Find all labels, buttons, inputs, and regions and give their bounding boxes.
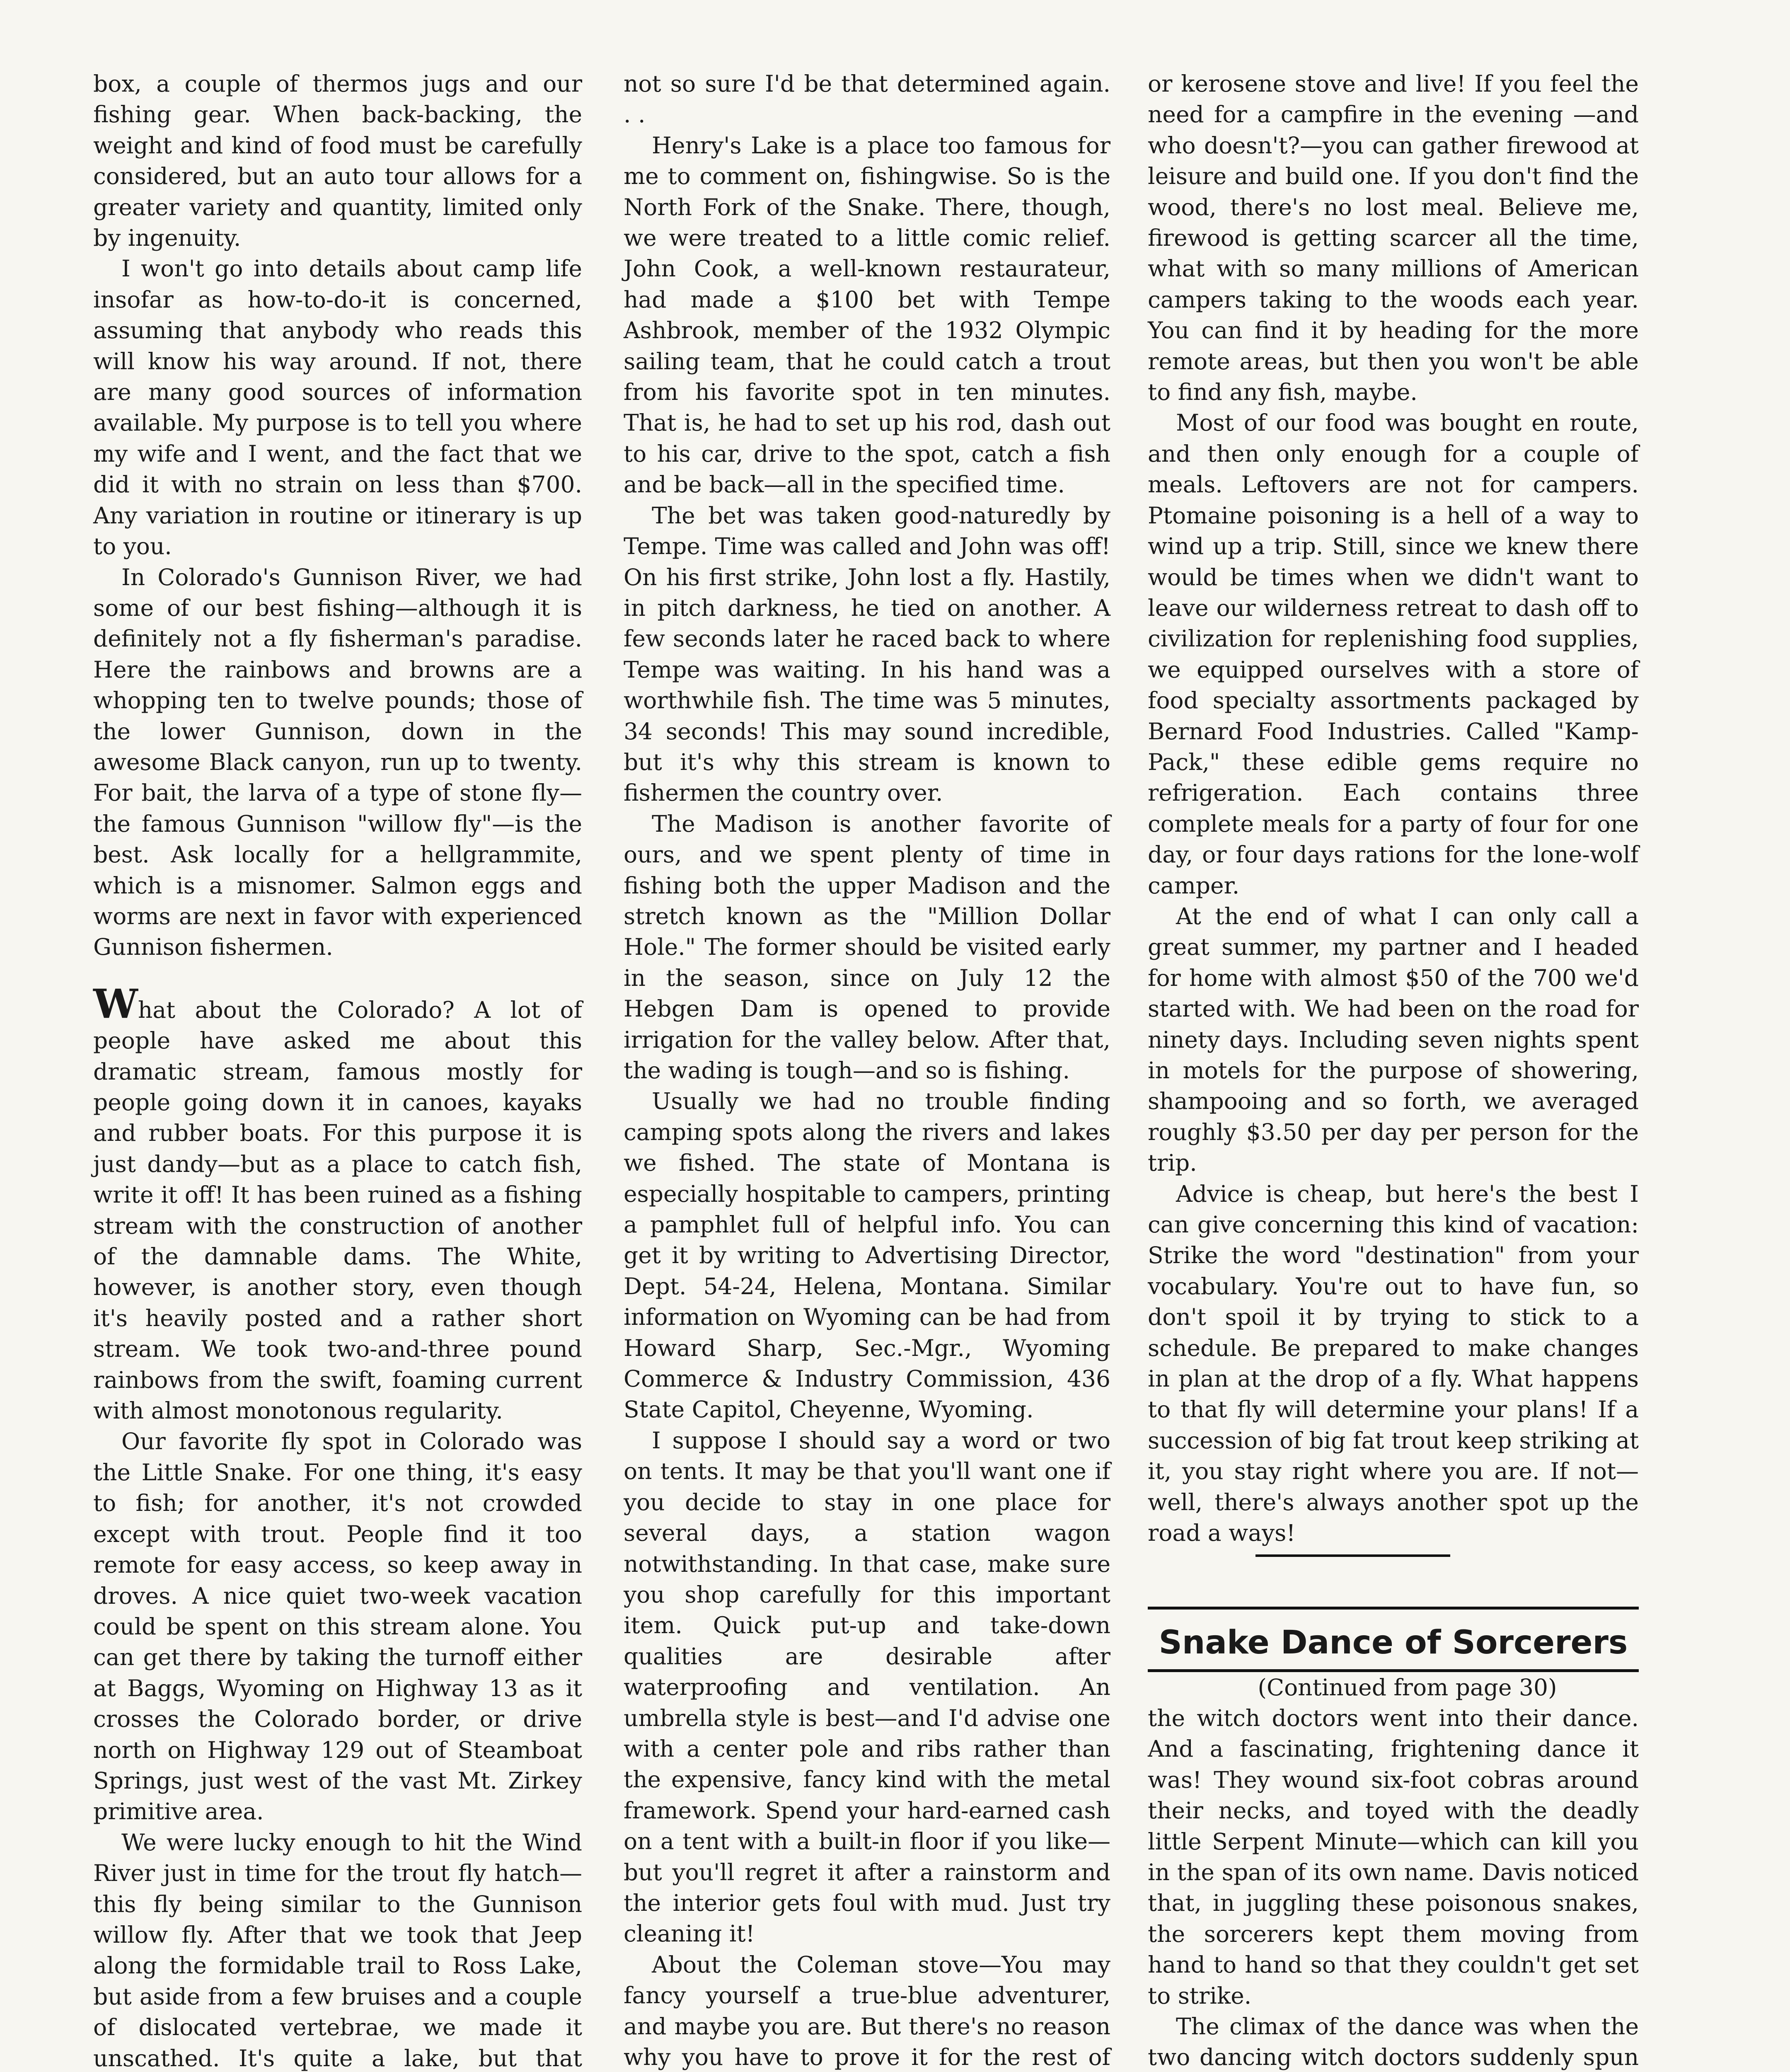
article-column-2 bbox=[624, 68, 1110, 2072]
article-column-3 bbox=[1148, 68, 1639, 2072]
headline-bottom-rule bbox=[1148, 1669, 1639, 1672]
paragraph: box, a couple of thermos jugs and our fishing gear. When back-backing, the weight and kind of food must be carefully considered, but an auto tour allows for a greater variety and quantity, limited only by ingenuity. bbox=[93, 70, 582, 252]
paragraph: About the Coleman stove—You may fancy yourself a true-blue adventurer, and maybe you are. But there's no reason why you have to prove it for the rest of bbox=[624, 1951, 1110, 2070]
article-column-1 bbox=[93, 68, 582, 2072]
paragraph: Our favorite fly spot in Colorado was the Little Snake. For one thing, it's easy to fish; for another, it's not crowded except with trout. People find it too remote for easy access, so keep away in droves. A nice quiet two-week vacation could be spent on this stream alone. You can get there by taking the turnoff either at Baggs, Wyoming on Highway 13 as it crosses the Colorado border, or drive north on Highway 129 out of Steamboat Springs, just west of the vast Mt. Zirkey primitive area. bbox=[93, 1428, 582, 1825]
paragraph: or kerosene stove and live! If you feel the need for a campfire in the evening —and who doesn't?—you can gather firewood at leisure and build one. If you don't find the wood, there's no lost meal. Believe me, firewood is getting scarcer all the time, what with so many millions of American campers taking to the woods each year. You can find it by heading for the more remote areas, but then you won't be able to find any fish, maybe. bbox=[1148, 70, 1639, 406]
paragraph: We were lucky enough to hit the Wind River just in time for the trout fly hatch—this fly being similar to the Gunnison willow fly. After that we took that Jeep along the formidable trail to Ross Lake, but aside from a few bruises and a couple of dislocated vertebrae, we made it unscathed. It's quite a lake, but that bbox=[93, 1829, 582, 2072]
paragraph: Advice is cheap, but here's the best I can give concerning this kind of vacation: Strike the word "destination" from your vocabulary. You're out to have fun, so don't spoil it by trying to stick to a schedule. Be prepared to make changes in plan at the drop of a fly. What happens to that fly will determine your plans! If a succession of big fat trout keep striking at it, you stay right where you are. If not—well, there's always another spot up the road a ways! bbox=[1148, 1180, 1639, 1547]
continued-note: (Continued from page 30) bbox=[1258, 1674, 1557, 1701]
paragraph: I suppose I should say a word or two on tents. It may be that you'll want one if you decide to stay in one place for several days, a station wagon notwithstanding. In that case, make sure you shop carefully for this important item. Quick put-up and take-down qualities are desirable after waterproofing and ventilation. An umbrella style is best—and I'd advise one with a center pole and ribs rather than the expensive, fancy kind with the metal framework. Spend your hard-earned cash on a tent with a built-in floor if you like—but you'll regret it after a rainstorm and the interior gets foul with mud. Just try cleaning it! bbox=[624, 1427, 1110, 1947]
headline-top-rule bbox=[1148, 1607, 1639, 1610]
paragraph: Usually we had no trouble finding camping spots along the rivers and lakes we fished. The state of Montana is especially hospitable to campers, printing a pamphlet full of helpful info. You can get it by writing to Advertising Director, Dept. 54-24, Helena, Montana. Similar information on Wyoming can be had from Howard Sharp, Sec.-Mgr., Wyoming Commerce & Industry Commission, 436 State Capitol, Cheyenne, Wyoming. bbox=[624, 1088, 1110, 1423]
paragraph: At the end of what I can only call a great summer, my partner and I headed for home with almost $50 of the 700 we'd started with. We had been on the road for ninety days. Including seven nights spent in motels for the purpose of showering, shampooing and so forth, we averaged roughly $3.50 per day per person for the trip. bbox=[1148, 903, 1639, 1176]
paragraph: The Madison is another favorite of ours, and we spent plenty of time in fishing both the upper Madison and the stretch known as the "Million Dollar Hole." The former should be visited early in the season, since on July 12 the Hebgen Dam is opened to provide irrigation for the valley below. After that, the wading is tough—and so is fishing. bbox=[624, 810, 1110, 1084]
article-headline: Snake Dance of Sorcerers bbox=[1159, 1624, 1628, 1661]
paragraph: The climax of the dance was when the two dancing witch doctors suddenly spun bbox=[1148, 2013, 1639, 2071]
paragraph-text: hat about the Colorado? A lot of people have asked me about this dramatic stream, famous mostly for people going down it in canoes, kayaks and rubber boats. For this purpose it is just dandy—but as a place to catch fish, write it off! It has been ruined as a fishing stream with the construction of another of the damnable dams. The White, however, is another story, even though it's heavily posted and a rather short stream. We took two-and-three pound rainbows from the swift, foaming current with almost monotonous regularity. bbox=[93, 996, 582, 1424]
paragraph: the witch doctors went into their dance. And a fascinating, frightening dance it was! They wound six-foot cobras around their necks, and toyed with the deadly little Serpent Minute—which can kill you in the span of its own name. Davis noticed that, in juggling these poisonous snakes, the sorcerers kept them moving from hand to hand so that they couldn't get set to strike. bbox=[1148, 1704, 1639, 2009]
paragraph: Most of our food was bought en route, and then only enough for a couple of meals. Leftovers are not for campers. Ptomaine poisoning is a hell of a way to wind up a trip. Still, since we knew there would be times when we didn't want to leave our wilderness retreat to dash off to civilization for replenishing food supplies, we equipped ourselves with a store of food specialty assortments packaged by Bernard Food Industries. Called "Kamp-Pack," these edible gems require no refrigeration. Each contains three complete meals for a party of four for one day, or four days rations for the lone-wolf camper. bbox=[1148, 409, 1639, 899]
paragraph: I won't go into details about camp life insofar as how-to-do-it is concerned, assuming that anybody who reads this will know his way around. If not, there are many good sources of information available. My purpose is to tell you where my wife and I went, and the fact that we did it with no strain on less than $700. Any variation in routine or itinerary is up to you. bbox=[93, 255, 582, 560]
paragraph: Henry's Lake is a place too famous for me to comment on, fishingwise. So is the North Fork of the Snake. There, though, we were treated to a little comic relief. John Cook, a well-known restaurateur, had made a $100 bet with Tempe Ashbrook, member of the 1932 Olympic sailing team, that he could catch a trout from his favorite spot in ten minutes. That is, he had to set up his rod, dash out to his car, drive to the spot, catch a fish and be back—all in the specified time. bbox=[624, 132, 1110, 498]
paragraph-with-dropcap bbox=[93, 980, 582, 1426]
drop-cap: W bbox=[93, 980, 138, 1027]
paragraph: not so sure I'd be that determined again. . . bbox=[624, 70, 1110, 128]
paragraph: The bet was taken good-naturedly by Tempe. Time was called and John was off! On his first strike, John lost a fly. Hastily, in pitch darkness, he tied on another. A few seconds later he raced back to where Tempe was waiting. In his hand was a worthwhile fish. The time was 5 minutes, 34 seconds! This may sound incredible, but it's why this stream is known to fishermen the country over. bbox=[624, 502, 1110, 806]
section-break bbox=[93, 963, 582, 992]
paragraph: In Colorado's Gunnison River, we had some of our best fishing—although it is definitely not a fly fisherman's paradise. Here the rainbows and browns are a whopping ten to twelve pounds; those of the lower Gunnison, down in the awesome Black canyon, run up to twenty. For bait, the larva of a type of stone fly—the famous Gunnison "willow fly"—is the best. Ask locally for a hellgrammite, which is a misnomer. Salmon eggs and worms are next in favor with experienced Gunnison fishermen. bbox=[93, 564, 582, 961]
